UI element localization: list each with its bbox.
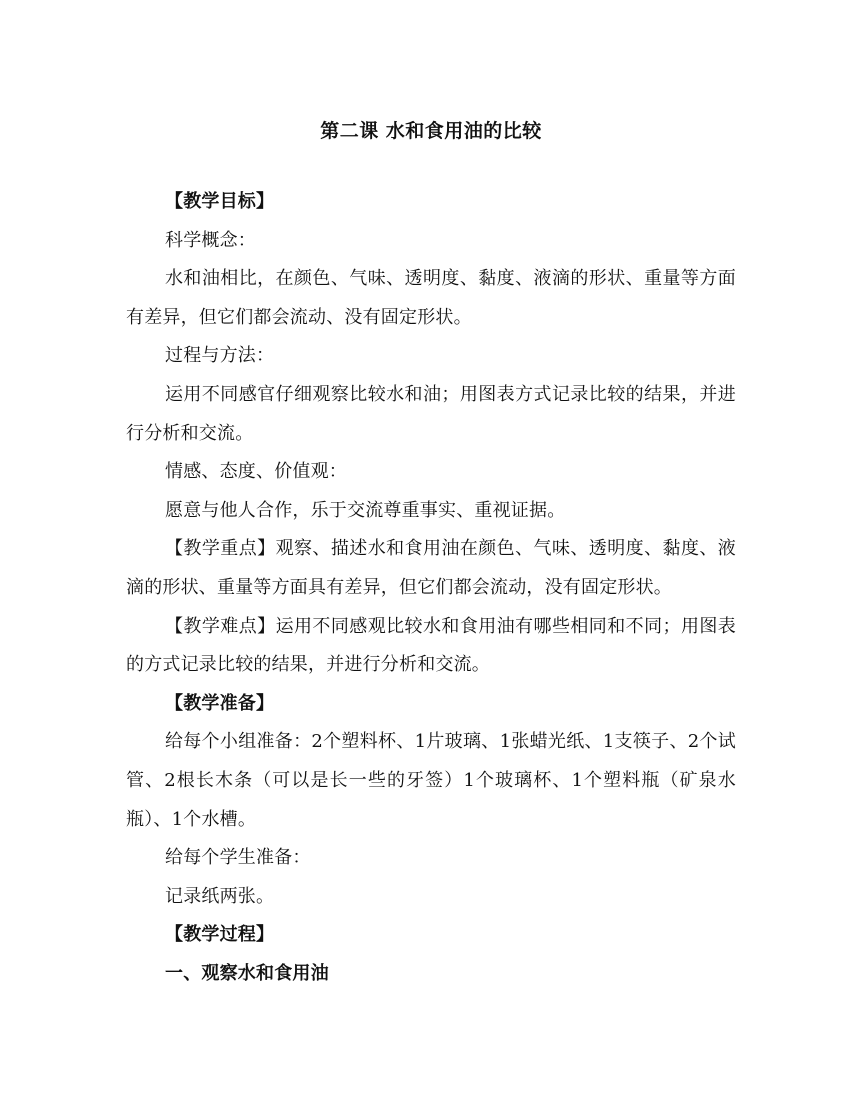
- difficulty-heading: 【教学难点】: [165, 615, 276, 637]
- difficulty-paragraph: [126, 608, 736, 685]
- group-preparation-text: 给每个小组准备：2个塑料杯、1片玻璃、1张蜡光纸、1支筷子、2个试管、2根长木条（可以是长一些的牙签）1个玻璃杯、1个塑料瓶（矿泉水瓶）、1个水槽。: [126, 731, 736, 830]
- concept-text: 水和油相比，在颜色、气味、透明度、黏度、液滴的形状、重量等方面有差异，但它们都会流动、没有固定形状。: [126, 268, 736, 328]
- objectives-heading: 【教学目标】: [165, 191, 275, 212]
- key-points-paragraph: [126, 530, 736, 607]
- key-points-text: 观察、描述水和食用油在颜色、气味、透明度、黏度、液滴的形状、重量等方面具有差异，但它们都会流动，没有固定形状。: [126, 538, 736, 598]
- student-preparation-text: 记录纸两张。: [165, 885, 275, 907]
- difficulty-text: 运用不同感观比较水和食用油有哪些相同和不同；用图表的方式记录比较的结果，并进行分析和交流。: [126, 615, 736, 676]
- method-text: 运用不同感官仔细观察比较水和油；用图表方式记录比较的结果，并进行分析和交流。: [126, 383, 736, 444]
- key-points-heading: 【教学重点】: [165, 538, 276, 560]
- document-page: [126, 112, 736, 993]
- attitude-label: 情感、态度、价值观：: [165, 461, 347, 483]
- section-1-heading: 一、观察水和食用油: [165, 962, 329, 984]
- lesson-title: 第二课 水和食用油的比较: [320, 120, 542, 142]
- student-preparation-label: 给每个学生准备：: [165, 847, 311, 869]
- preparation-heading: 【教学准备】: [165, 692, 275, 714]
- concept-label: 科学概念：: [165, 229, 256, 251]
- method-label: 过程与方法：: [165, 345, 275, 367]
- attitude-text: 愿意与他人合作，乐于交流尊重事实、重视证据。: [165, 499, 566, 521]
- process-heading: 【教学过程】: [165, 924, 275, 946]
